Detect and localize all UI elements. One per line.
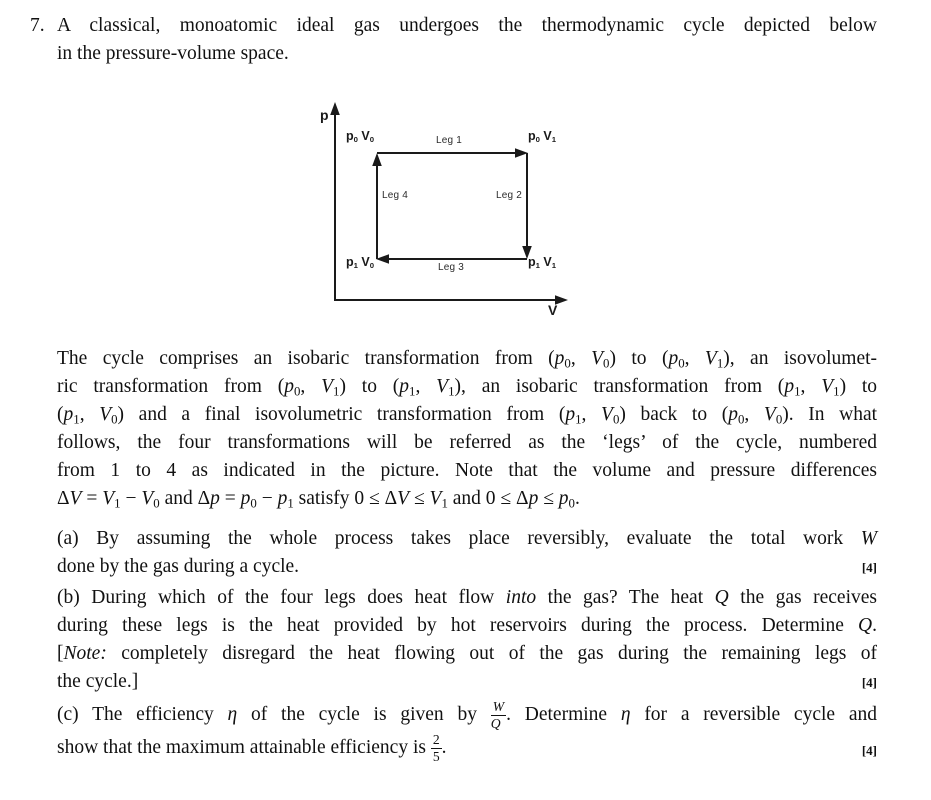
p-axis-arrowhead	[330, 102, 340, 115]
intro-line-1: A classical, monoatomic ideal gas undergoes the thermodynamic cycle depicted below	[57, 15, 877, 36]
part-c-marks-badge: [4]	[861, 743, 877, 758]
leg4-arrowhead	[372, 153, 382, 166]
part-b-line-1: (b) During which of the four legs does heat flow into the gas? The heat Q the gas receives	[57, 587, 877, 608]
leg3-label: Leg 3	[438, 262, 465, 273]
part-a-line-1: (a) By assuming the whole process takes place reversibly, evaluate the total work W	[57, 528, 877, 549]
description-line-6: $\Delta V = V_1 - V_0$ and $\Delta p = p_0 - p_1$ satisfy $0 \le \Delta V \le V_1$ and $0 \le \Delta p \le p_0$.	[57, 488, 580, 511]
leg1-label: Leg 1	[436, 135, 463, 146]
part-c-line-1: (c) The efficiency η of the cycle is given by $\frac{W}{Q}$ . Determine η for a reversible cycle and	[57, 698, 877, 731]
description-line-2: ric transformation from ($p_0$, $V_1$) to ($p_1$, $V_1$), an isobaric transformation from ($p_1$, $V_1$) to	[57, 376, 878, 399]
leg2-label: Leg 2	[496, 190, 523, 201]
volume-axis-label: V	[548, 302, 558, 318]
description-paragraph	[57, 345, 877, 513]
part-b-paragraph	[57, 584, 877, 696]
corner-label-p0v1: $p_0$ $V_1$	[528, 129, 557, 145]
corner-label-p0v0: $p_0$ $V_0$	[346, 129, 375, 145]
part-a-marks-badge: [4]	[861, 560, 877, 575]
corner-label-p1v0: $p_1$ $V_0$	[346, 255, 375, 271]
part-c-paragraph	[57, 698, 877, 764]
description-line-1: The cycle comprises an isobaric transformation from ($p_0$, $V_0$) to ($p_0$, $V_1$), an isovolumet-	[57, 348, 878, 371]
part-a-paragraph	[57, 525, 877, 581]
intro-paragraph	[57, 12, 877, 68]
part-b-line-2: during these legs is the heat provided by hot reservoirs during the process. Determine Q.	[57, 615, 877, 636]
part-b-line-4: the cycle.]	[57, 671, 139, 692]
pressure-axis-label: p	[320, 107, 329, 123]
description-line-5: from 1 to 4 as indicated in the picture. Note that the volume and pressure differences	[57, 460, 877, 481]
description-line-4: follows, the four transformations will be referred as the ‘legs’ of the cycle, numbered	[57, 432, 877, 453]
pv-cycle-diagram	[315, 98, 585, 324]
leg4-label: Leg 4	[382, 190, 409, 201]
description-line-3: ($p_1$, $V_0$) and a final isovolumetric transformation from ($p_1$, $V_0$) back to ($p_0$, $V_0$). In what	[57, 404, 878, 427]
corner-label-p1v1: $p_1$ $V_1$	[528, 255, 557, 271]
intro-line-2: in the pressure-volume space.	[57, 43, 289, 64]
part-b-marks-badge: [4]	[861, 675, 877, 690]
problem-number: 7.	[30, 15, 45, 36]
part-b-line-3: [Note: completely disregard the heat flowing out of the gas during the remaining legs of	[57, 643, 877, 664]
part-a-line-2: done by the gas during a cycle.	[57, 556, 300, 577]
part-c-line-2: show that the maximum attainable efficiency is $\frac{2}{5}$ .	[57, 731, 447, 764]
